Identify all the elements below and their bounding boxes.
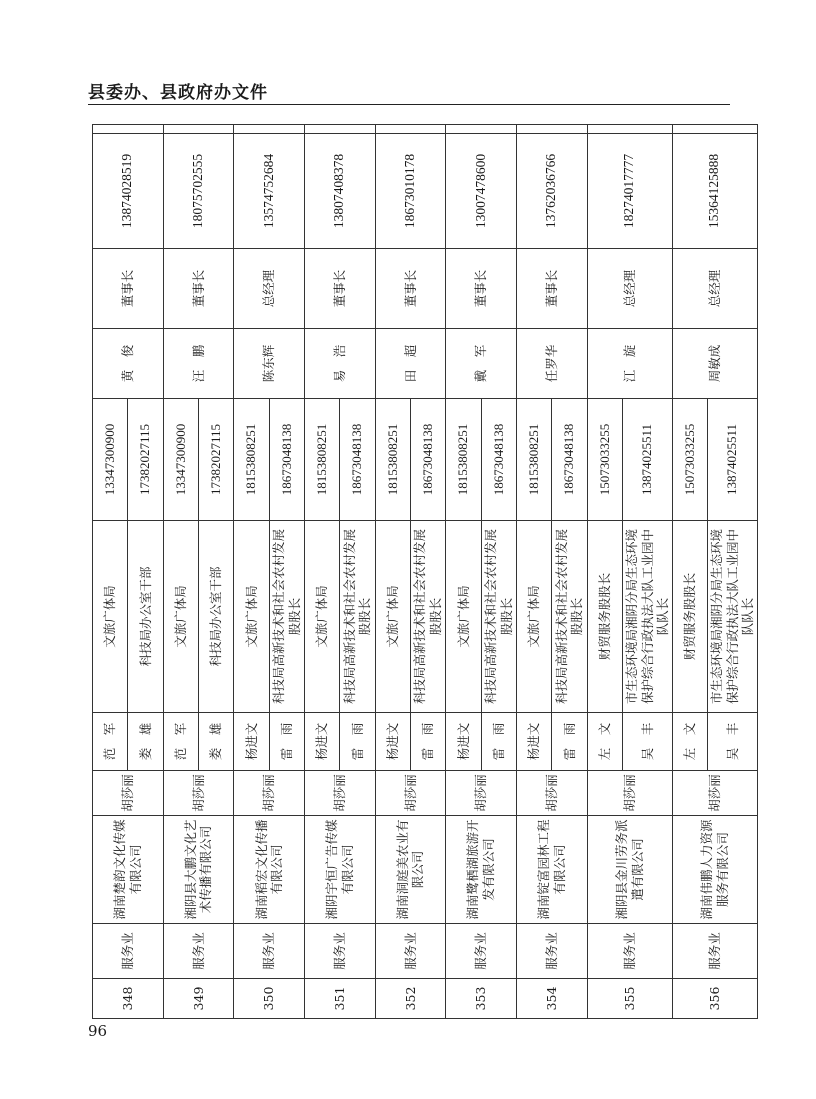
- contact-phone-cell: 18673048138: [269, 399, 304, 521]
- blank-cell: [587, 125, 672, 134]
- liaison-cell: 胡莎丽: [446, 771, 517, 816]
- rep-title-cell: 董事长: [375, 249, 446, 329]
- company-name-cell: 湖南鹭栖湖旅游开发有限公司: [446, 816, 517, 924]
- contact-name-cell: 杨进文: [304, 713, 339, 771]
- contact-dept-cell: 文旅广体局: [516, 521, 551, 713]
- blank-cell: [446, 125, 517, 134]
- contact-name-cell: 杨进文: [234, 713, 269, 771]
- contact-phone-cell: 13347300900: [163, 399, 198, 521]
- rep-phone-cell: 13807408378: [304, 134, 375, 249]
- rep-title-cell: 董事长: [304, 249, 375, 329]
- contact-dept-cell: 文旅广体局: [304, 521, 339, 713]
- contact-phone-cell: 18673048138: [340, 399, 375, 521]
- contact-dept-cell: 科技局高新技术和社会农村发展股股长: [269, 521, 304, 713]
- company-rep-cell: 汪 鹏: [163, 329, 234, 399]
- contact-phone-cell: 18673048138: [552, 399, 587, 521]
- row-number-cell: 355: [587, 979, 672, 1019]
- rotated-table-container: [92, 125, 756, 1019]
- contact-phone-cell: 18153808251: [234, 399, 269, 521]
- contact-name-cell: 范 军: [163, 713, 198, 771]
- industry-cell: 服务业: [163, 924, 234, 979]
- blank-cell: [516, 125, 587, 134]
- row-number-cell: 349: [163, 979, 234, 1019]
- table-row: [516, 125, 551, 1019]
- contact-name-cell: 左 文: [672, 713, 707, 771]
- row-number-cell: 352: [375, 979, 446, 1019]
- contact-phone-cell: 13874025511: [708, 399, 758, 521]
- company-name-cell: 湖南楚韵文化传媒有限公司: [93, 816, 164, 924]
- contact-name-cell: 雷 雨: [481, 713, 516, 771]
- liaison-cell: 胡莎丽: [234, 771, 305, 816]
- company-rep-cell: 周敏成: [672, 329, 757, 399]
- contact-name-cell: 娄 雄: [198, 713, 233, 771]
- contact-phone-cell: 18673048138: [410, 399, 445, 521]
- contact-dept-cell: 市生态环境局湘阴分局生态环境保护综合行政执法大队工业园中队队长: [708, 521, 758, 713]
- company-rep-cell: 戴 军: [446, 329, 517, 399]
- company-rep-cell: 任罗华: [516, 329, 587, 399]
- contact-dept-cell: 市生态环境局湘阴分局生态环境保护综合行政执法大队工业园中队队长: [622, 521, 672, 713]
- contact-name-cell: 雷 雨: [340, 713, 375, 771]
- contact-phone-cell: 17382027115: [128, 399, 163, 521]
- industry-cell: 服务业: [446, 924, 517, 979]
- industry-cell: 服务业: [375, 924, 446, 979]
- company-rep-cell: 黄 俊: [93, 329, 164, 399]
- rep-phone-cell: 15364125888: [672, 134, 757, 249]
- row-number-cell: 351: [304, 979, 375, 1019]
- industry-cell: 服务业: [672, 924, 757, 979]
- contact-dept-cell: 文旅广体局: [446, 521, 481, 713]
- document-header-title: 县委办、县政府办文件: [88, 83, 268, 103]
- contact-dept-cell: 文旅广体局: [234, 521, 269, 713]
- row-number-cell: 356: [672, 979, 757, 1019]
- liaison-cell: 胡莎丽: [375, 771, 446, 816]
- table-row: [446, 125, 481, 1019]
- table-row: [93, 125, 128, 1019]
- company-rep-cell: 陈东辉: [234, 329, 305, 399]
- blank-cell: [234, 125, 305, 134]
- row-number-cell: 348: [93, 979, 164, 1019]
- company-rep-cell: 田 超: [375, 329, 446, 399]
- contact-phone-cell: 18153808251: [446, 399, 481, 521]
- rep-title-cell: 董事长: [446, 249, 517, 329]
- table-row: [672, 125, 707, 1019]
- contact-dept-cell: 科技局办公室干部: [198, 521, 233, 713]
- rep-phone-cell: 13574752684: [234, 134, 305, 249]
- liaison-cell: 胡莎丽: [672, 771, 757, 816]
- company-rep-cell: 易 浩: [304, 329, 375, 399]
- contact-name-cell: 杨进文: [375, 713, 410, 771]
- company-name-cell: 湘阴县大鹏文化艺术传播有限公司: [163, 816, 234, 924]
- contact-phone-cell: 17382027115: [198, 399, 233, 521]
- contact-dept-cell: 科技局高新技术和社会农村发展股股长: [552, 521, 587, 713]
- contact-name-cell: 杨进文: [446, 713, 481, 771]
- company-name-cell: 湖南伟鹏人力资源服务有限公司: [672, 816, 757, 924]
- industry-cell: 服务业: [234, 924, 305, 979]
- contact-phone-cell: 18153808251: [304, 399, 339, 521]
- blank-cell: [163, 125, 234, 134]
- company-name-cell: 湖南锭富园林工程有限公司: [516, 816, 587, 924]
- contact-dept-cell: 科技局高新技术和社会农村发展股股长: [410, 521, 445, 713]
- contact-name-cell: 雷 雨: [269, 713, 304, 771]
- contact-name-cell: 范 军: [93, 713, 128, 771]
- table-row: [163, 125, 198, 1019]
- contact-dept-cell: 文旅广体局: [163, 521, 198, 713]
- company-name-cell: 湘阴宇恒广告传媒有限公司: [304, 816, 375, 924]
- contact-dept-cell: 文旅广体局: [93, 521, 128, 713]
- blank-cell: [375, 125, 446, 134]
- industry-cell: 服务业: [516, 924, 587, 979]
- contact-dept-cell: 科技局高新技术和社会农村发展股股长: [481, 521, 516, 713]
- rep-phone-cell: 18075702555: [163, 134, 234, 249]
- rep-phone-cell: 18274017777: [587, 134, 672, 249]
- contact-name-cell: 吴 丰: [708, 713, 758, 771]
- company-name-cell: 湘阴县金川劳务派遣有限公司: [587, 816, 672, 924]
- blank-cell: [93, 125, 164, 134]
- contact-dept-cell: 文旅广体局: [375, 521, 410, 713]
- industry-cell: 服务业: [587, 924, 672, 979]
- rep-title-cell: 总经理: [234, 249, 305, 329]
- contact-phone-cell: 18153808251: [375, 399, 410, 521]
- liaison-cell: 胡莎丽: [163, 771, 234, 816]
- rep-phone-cell: 13762036766: [516, 134, 587, 249]
- contact-name-cell: 吴 丰: [622, 713, 672, 771]
- contact-dept-cell: 科技局办公室干部: [128, 521, 163, 713]
- contact-phone-cell: 18153808251: [516, 399, 551, 521]
- contact-name-cell: 娄 雄: [128, 713, 163, 771]
- contact-name-cell: 杨进文: [516, 713, 551, 771]
- contact-name-cell: 左 文: [587, 713, 622, 771]
- rep-phone-cell: 13874028519: [93, 134, 164, 249]
- page-number: 96: [88, 1022, 108, 1040]
- rep-title-cell: 总经理: [587, 249, 672, 329]
- rep-phone-cell: 13007478600: [446, 134, 517, 249]
- contact-phone-cell: 15073033255: [672, 399, 707, 521]
- row-number-cell: 354: [516, 979, 587, 1019]
- company-name-cell: 湖南洞庭美农业有限公司: [375, 816, 446, 924]
- liaison-cell: 胡莎丽: [93, 771, 164, 816]
- contact-name-cell: 雷 雨: [410, 713, 445, 771]
- company-rep-cell: 江 旋: [587, 329, 672, 399]
- table-row: [587, 125, 622, 1019]
- liaison-cell: 胡莎丽: [587, 771, 672, 816]
- rep-title-cell: 董事长: [516, 249, 587, 329]
- rep-title-cell: 董事长: [163, 249, 234, 329]
- contact-phone-cell: 13347300900: [93, 399, 128, 521]
- blank-cell: [304, 125, 375, 134]
- blank-cell: [672, 125, 757, 134]
- table-row: [234, 125, 269, 1019]
- row-number-cell: 353: [446, 979, 517, 1019]
- rep-phone-cell: 18673010178: [375, 134, 446, 249]
- rotated-table-frame: [92, 125, 756, 1019]
- contact-dept-cell: 财贸服务股股长: [672, 521, 707, 713]
- table-row: [304, 125, 339, 1019]
- company-name-cell: 湖南稻宏文化传播有限公司: [234, 816, 305, 924]
- industry-cell: 服务业: [304, 924, 375, 979]
- contact-phone-cell: 15073033255: [587, 399, 622, 521]
- contact-dept-cell: 财贸服务股股长: [587, 521, 622, 713]
- industry-cell: 服务业: [93, 924, 164, 979]
- contact-name-cell: 雷 雨: [552, 713, 587, 771]
- liaison-cell: 胡莎丽: [516, 771, 587, 816]
- contact-phone-cell: 13874025511: [622, 399, 672, 521]
- table-row: [375, 125, 410, 1019]
- contact-dept-cell: 科技局高新技术和社会农村发展股股长: [340, 521, 375, 713]
- rep-title-cell: 总经理: [672, 249, 757, 329]
- enterprise-contact-table: [92, 124, 758, 1019]
- header-divider: [88, 104, 730, 105]
- rep-title-cell: 董事长: [93, 249, 164, 329]
- contact-phone-cell: 18673048138: [481, 399, 516, 521]
- liaison-cell: 胡莎丽: [304, 771, 375, 816]
- row-number-cell: 350: [234, 979, 305, 1019]
